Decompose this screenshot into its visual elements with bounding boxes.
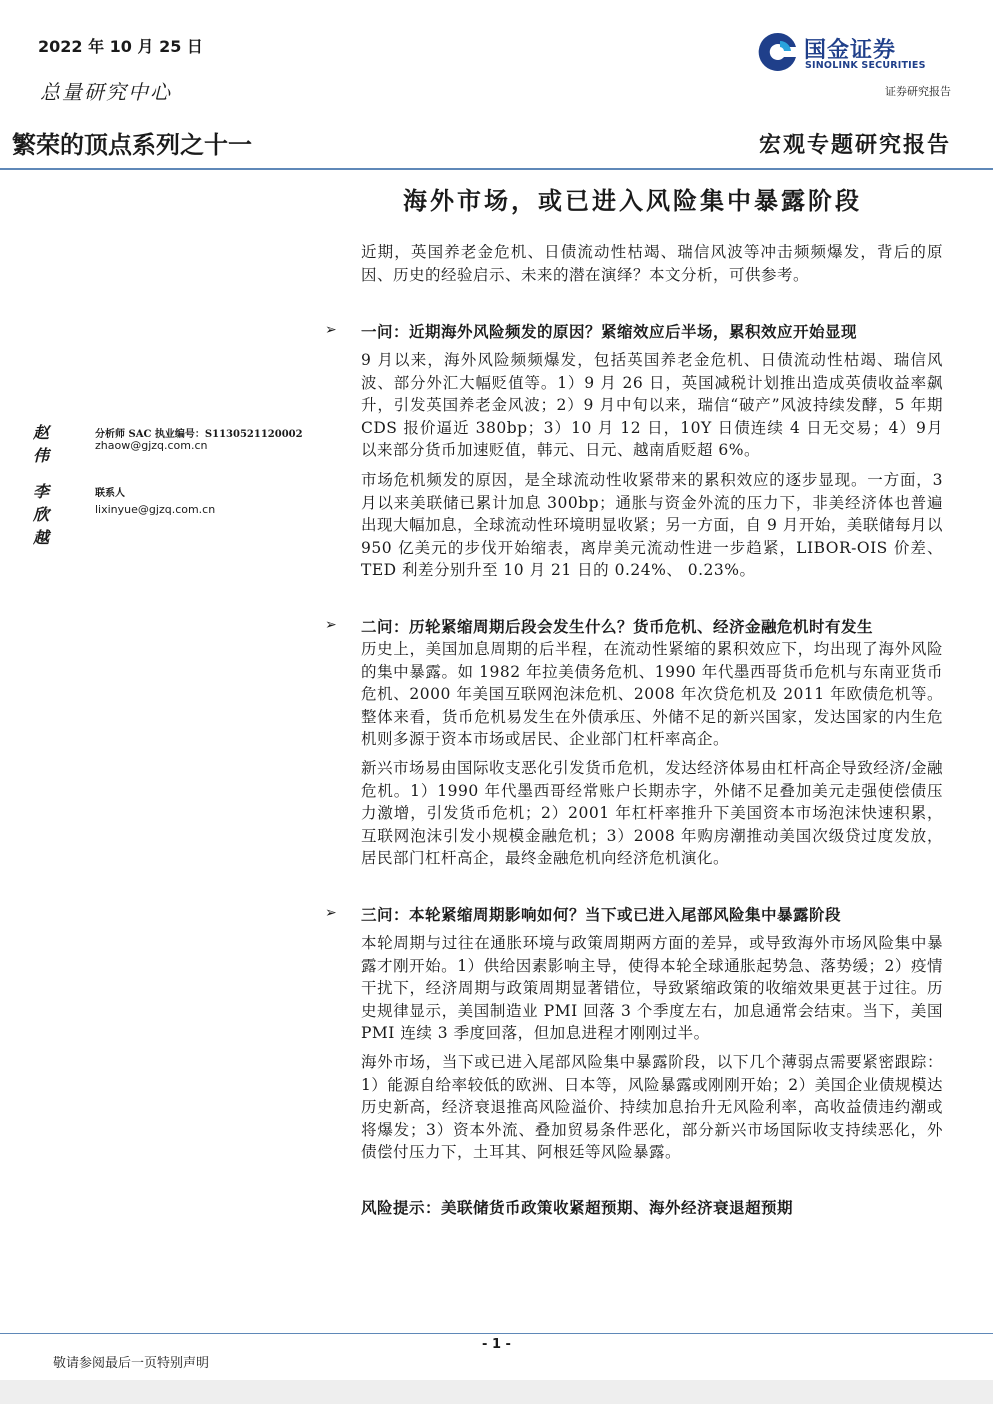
section-paragraph: 9 月以来，海外风险频频爆发，包括英国养老金危机、日债流动性枯竭、瑞信风波、部分外汇大幅贬值等。1）9 月 26 日，英国减税计划推出造成英债收益率飙升，引发英国养老金风波；2）9 月中旬以来，瑞信“破产”风波持续发酵，5 年期 CDS 报价逼近 380bp；3）10 月 12 日，10Y 日债连续 4 日无交易；4）9月以来部分货币加速贬值，韩元、日元、越南盾贬超 6%。 <box>361 351 943 460</box>
section-heading: 一问：近期海外风险频发的原因？紧缩效应后半场，累积效应开始显现 <box>361 322 858 341</box>
section-paragraph: 海外市场，当下或已进入尾部风险集中暴露阶段，以下几个薄弱点需要紧密跟踪：1）能源自给率较低的欧洲、日本等，风险暴露或刚刚开始；2）美国企业债规模达历史新高，经济衰退推高风险溢价、持续加息抬升无风险利率，高收益债违约潮或将爆发；3）资本外流、叠加贸易条件恶化，部分新兴市场国际收支持续恶化，外债偿付压力下，土耳其、阿根廷等风险暴露。 <box>361 1053 943 1162</box>
sinolink-logo-icon <box>758 31 798 73</box>
analyst-name: 赵伟 <box>33 423 50 465</box>
analyst-email[interactable]: lixinyue@gjzq.com.cn <box>95 503 216 516</box>
logo-chinese-name: 国金证券 <box>804 38 897 63</box>
section-heading: 二问：历轮紧缩周期后段会发生什么？货币危机、经济金融危机时有发生 <box>361 617 874 636</box>
analyst-name: 李欣越 <box>33 482 50 547</box>
summary-paragraph: 近期，英国养老金危机、日债流动性枯竭、瑞信风波等冲击频频爆发，背后的原因、历史的经验启示、未来的潜在演绎？本文分析，可供参考。 <box>361 243 943 284</box>
analyst-email[interactable]: zhaow@gjzq.com.cn <box>95 439 208 452</box>
report-title: 海外市场，或已进入风险集中暴露阶段 <box>403 186 862 215</box>
arrow-bullet-icon: ➢ <box>325 617 337 633</box>
arrow-bullet-icon: ➢ <box>325 322 337 338</box>
section-paragraph: 历史上，美国加息周期的后半程，在流动性紧缩的累积效应下，均出现了海外风险的集中暴露。如 1982 年拉美债务危机、1990 年代墨西哥货币危机与东南亚货币危机、2000 年美国互联网泡沫危机、2008 年次贷危机及 2011 年欧债危机等。整体来看，货币危机易发生在外债承压、外储不足的新兴国家，发达国家的内生危机则多源于资本市场或居民、企业部门杠杆率高企。 <box>361 640 943 749</box>
header-divider <box>0 168 993 170</box>
logo-english-name: SINOLINK SECURITIES <box>805 60 926 71</box>
footer-divider <box>0 1333 993 1334</box>
analyst-role: 联系人 <box>95 488 125 499</box>
report-category: 宏观专题研究报告 <box>758 132 951 158</box>
document-type: 证券研究报告 <box>885 85 951 98</box>
report-series: 繁荣的顶点系列之十一 <box>12 131 252 159</box>
footer-band <box>0 1380 993 1404</box>
section-paragraph: 本轮周期与过往在通胀环境与政策周期两方面的差异，或导致海外市场风险集中暴露才刚开始。1）供给因素影响主导，使得本轮全球通胀起势急、落势缓；2）疫情干扰下，经济周期与政策周期显著错位，导致紧缩政策的收缩效果更甚于过往。历史规律显示，美国制造业 PMI 回落 3 个季度左右，加息通常会结束。当下，美国 PMI 连续 3 季度回落，但加息进程才刚刚过半。 <box>361 934 943 1043</box>
company-logo <box>758 31 948 75</box>
report-date: 2022 年 10 月 25 日 <box>38 37 203 56</box>
disclaimer-note: 敬请参阅最后一页特别声明 <box>53 1356 210 1371</box>
arrow-bullet-icon: ➢ <box>325 905 337 921</box>
risk-warning: 风险提示：美联储货币政策收紧超预期、海外经济衰退超预期 <box>361 1198 794 1217</box>
section-paragraph: 新兴市场易由国际收支恶化引发货币危机，发达经济体易由杠杆高企导致经济/金融危机。1）1990 年代墨西哥经常账户长期赤字，外储不足叠加美元走强使偿债压力激增，引发货币危机；2）2001 年杠杆率推升下美国资本市场泡沫快速积累，互联网泡沫引发小规模金融危机；3）2008 年购房潮推动美国次级贷过度发放，居民部门杠杆高企，最终金融危机向经济危机演化。 <box>361 759 943 868</box>
page-number: - 1 - <box>482 1337 511 1352</box>
analyst-role: 分析师 SAC 执业编号：S1130521120002 <box>95 429 303 440</box>
section-heading: 三问：本轮紧缩周期影响如何？当下或已进入尾部风险集中暴露阶段 <box>361 905 842 924</box>
section-paragraph: 市场危机频发的原因，是全球流动性收紧带来的累积效应的逐步显现。一方面，3 月以来美联储已累计加息 300bp；通胀与资金外流的压力下，非美经济体也普遍出现大幅加息，全球流动性环境明显收紧；另一方面，自 9 月开始，美联储每月以 950 亿美元的步伐开始缩表，离岸美元流动性进一步趋紧，LIBOR-OIS 价差、TED 利差分别升至 10 月 21 日的 0.24%、 0.23%。 <box>361 471 943 580</box>
research-center: 总量研究中心 <box>40 80 172 104</box>
